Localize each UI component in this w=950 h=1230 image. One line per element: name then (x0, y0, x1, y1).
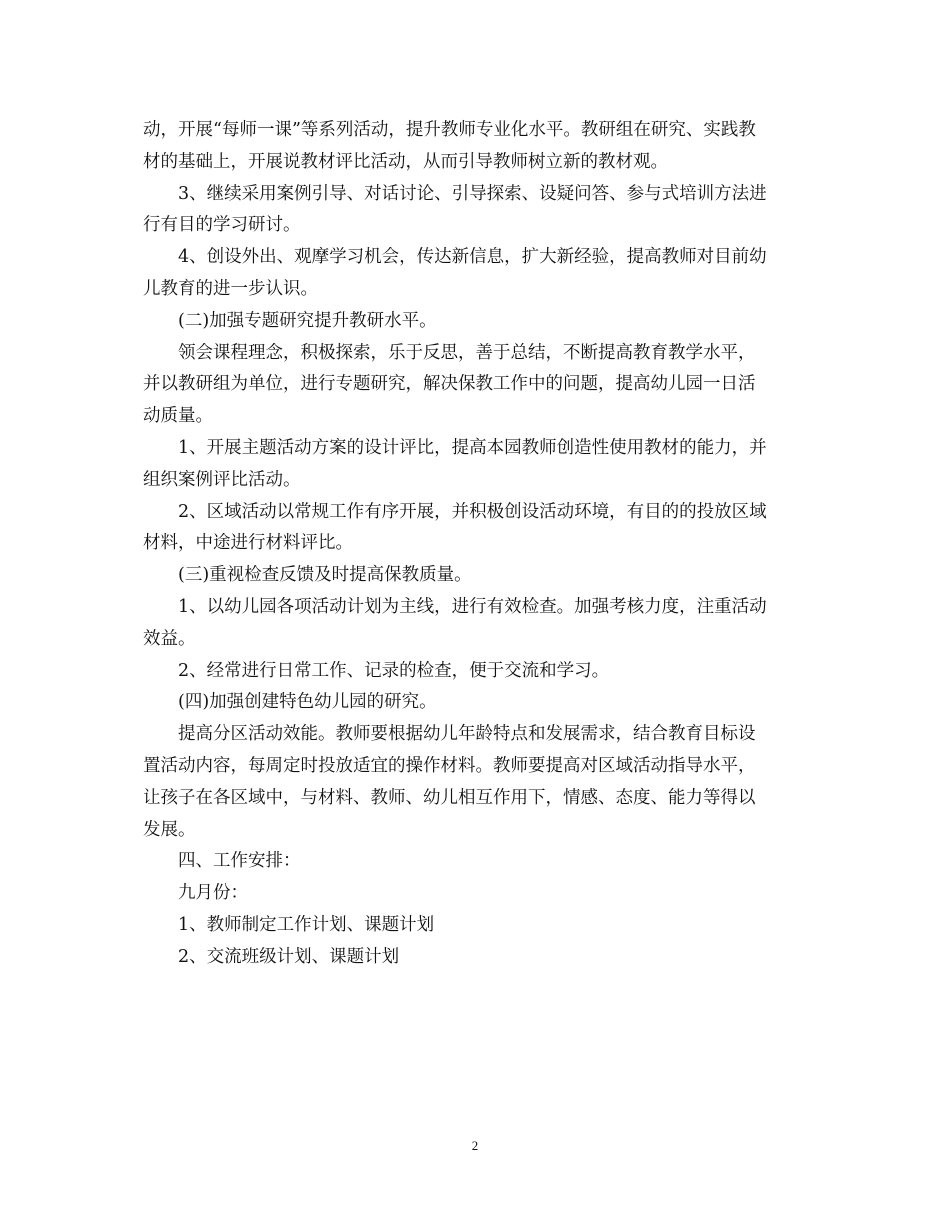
page-number: 2 (471, 1138, 479, 1153)
text-line: 2、经常进行日常工作、记录的检查，便于交流和学习。 (178, 660, 610, 681)
text-line: (三)重视检查反馈及时提高保教质量。 (178, 565, 472, 586)
text-line: 动，开展“每师一课”等系列活动，提升教师专业化水平。教研组在研究、实践教 (143, 120, 756, 140)
text-line: 材的基础上，开展说教材评比活动，从而引导教师树立新的教材观。 (143, 151, 668, 172)
text-line: 1、以幼儿园各项活动计划为主线，进行有效检查。加强考核力度，注重活动 (178, 596, 767, 617)
text-line: 4、创设外出、观摩学习机会，传达新信息，扩大新经验，提高教师对目前幼 (178, 247, 767, 268)
text-line: 1、教师制定工作计划、课题计划 (178, 914, 435, 935)
text-line: 行有目的学习研讨。 (143, 215, 301, 236)
text-line: 效益。 (143, 628, 196, 649)
text-line: 置活动内容，每周定时投放适宜的操作材料。教师要提高对区域活动指导水平， (143, 755, 756, 776)
text-line: 3、继续采用案例引导、对话讨论、引导探索、设疑问答、参与式培训方法进 (178, 183, 767, 204)
text-line: 2、交流班级计划、课题计划 (178, 946, 400, 967)
text-line: (二)加强专题研究提升教研水平。 (178, 310, 437, 331)
text-line: 2、区域活动以常规工作有序开展，并积极创设活动环境，有目的的投放区域 (178, 501, 767, 522)
text-line: 发展。 (143, 819, 196, 840)
text-line: 领会课程理念，积极探索，乐于反思，善于总结，不断提高教育教学水平， (178, 342, 756, 363)
text-line: 儿教育的进一步认识。 (143, 278, 318, 299)
text-line: 九月份： (178, 883, 248, 904)
text-line: 材料，中途进行材料评比。 (143, 533, 353, 554)
text-line: 并以教研组为单位，进行专题研究，解决保教工作中的问题，提高幼儿园一日活 (143, 374, 756, 395)
document-body (143, 115, 807, 974)
text-line: 提高分区活动效能。教师要根据幼儿年龄特点和发展需求，结合教育目标设 (178, 724, 756, 745)
text-line: 让孩子在各区域中，与材料、教师、幼儿相互作用下，情感、态度、能力等得以 (143, 787, 756, 808)
text-line: 动质量。 (143, 406, 213, 427)
text-line: 四、工作安排： (178, 851, 301, 872)
text-line: (四)加强创建特色幼儿园的研究。 (178, 692, 437, 713)
text-line: 组织案例评比活动。 (143, 469, 301, 490)
text-line: 1、开展主题活动方案的设计评比，提高本园教师创造性使用教材的能力，并 (178, 437, 767, 458)
